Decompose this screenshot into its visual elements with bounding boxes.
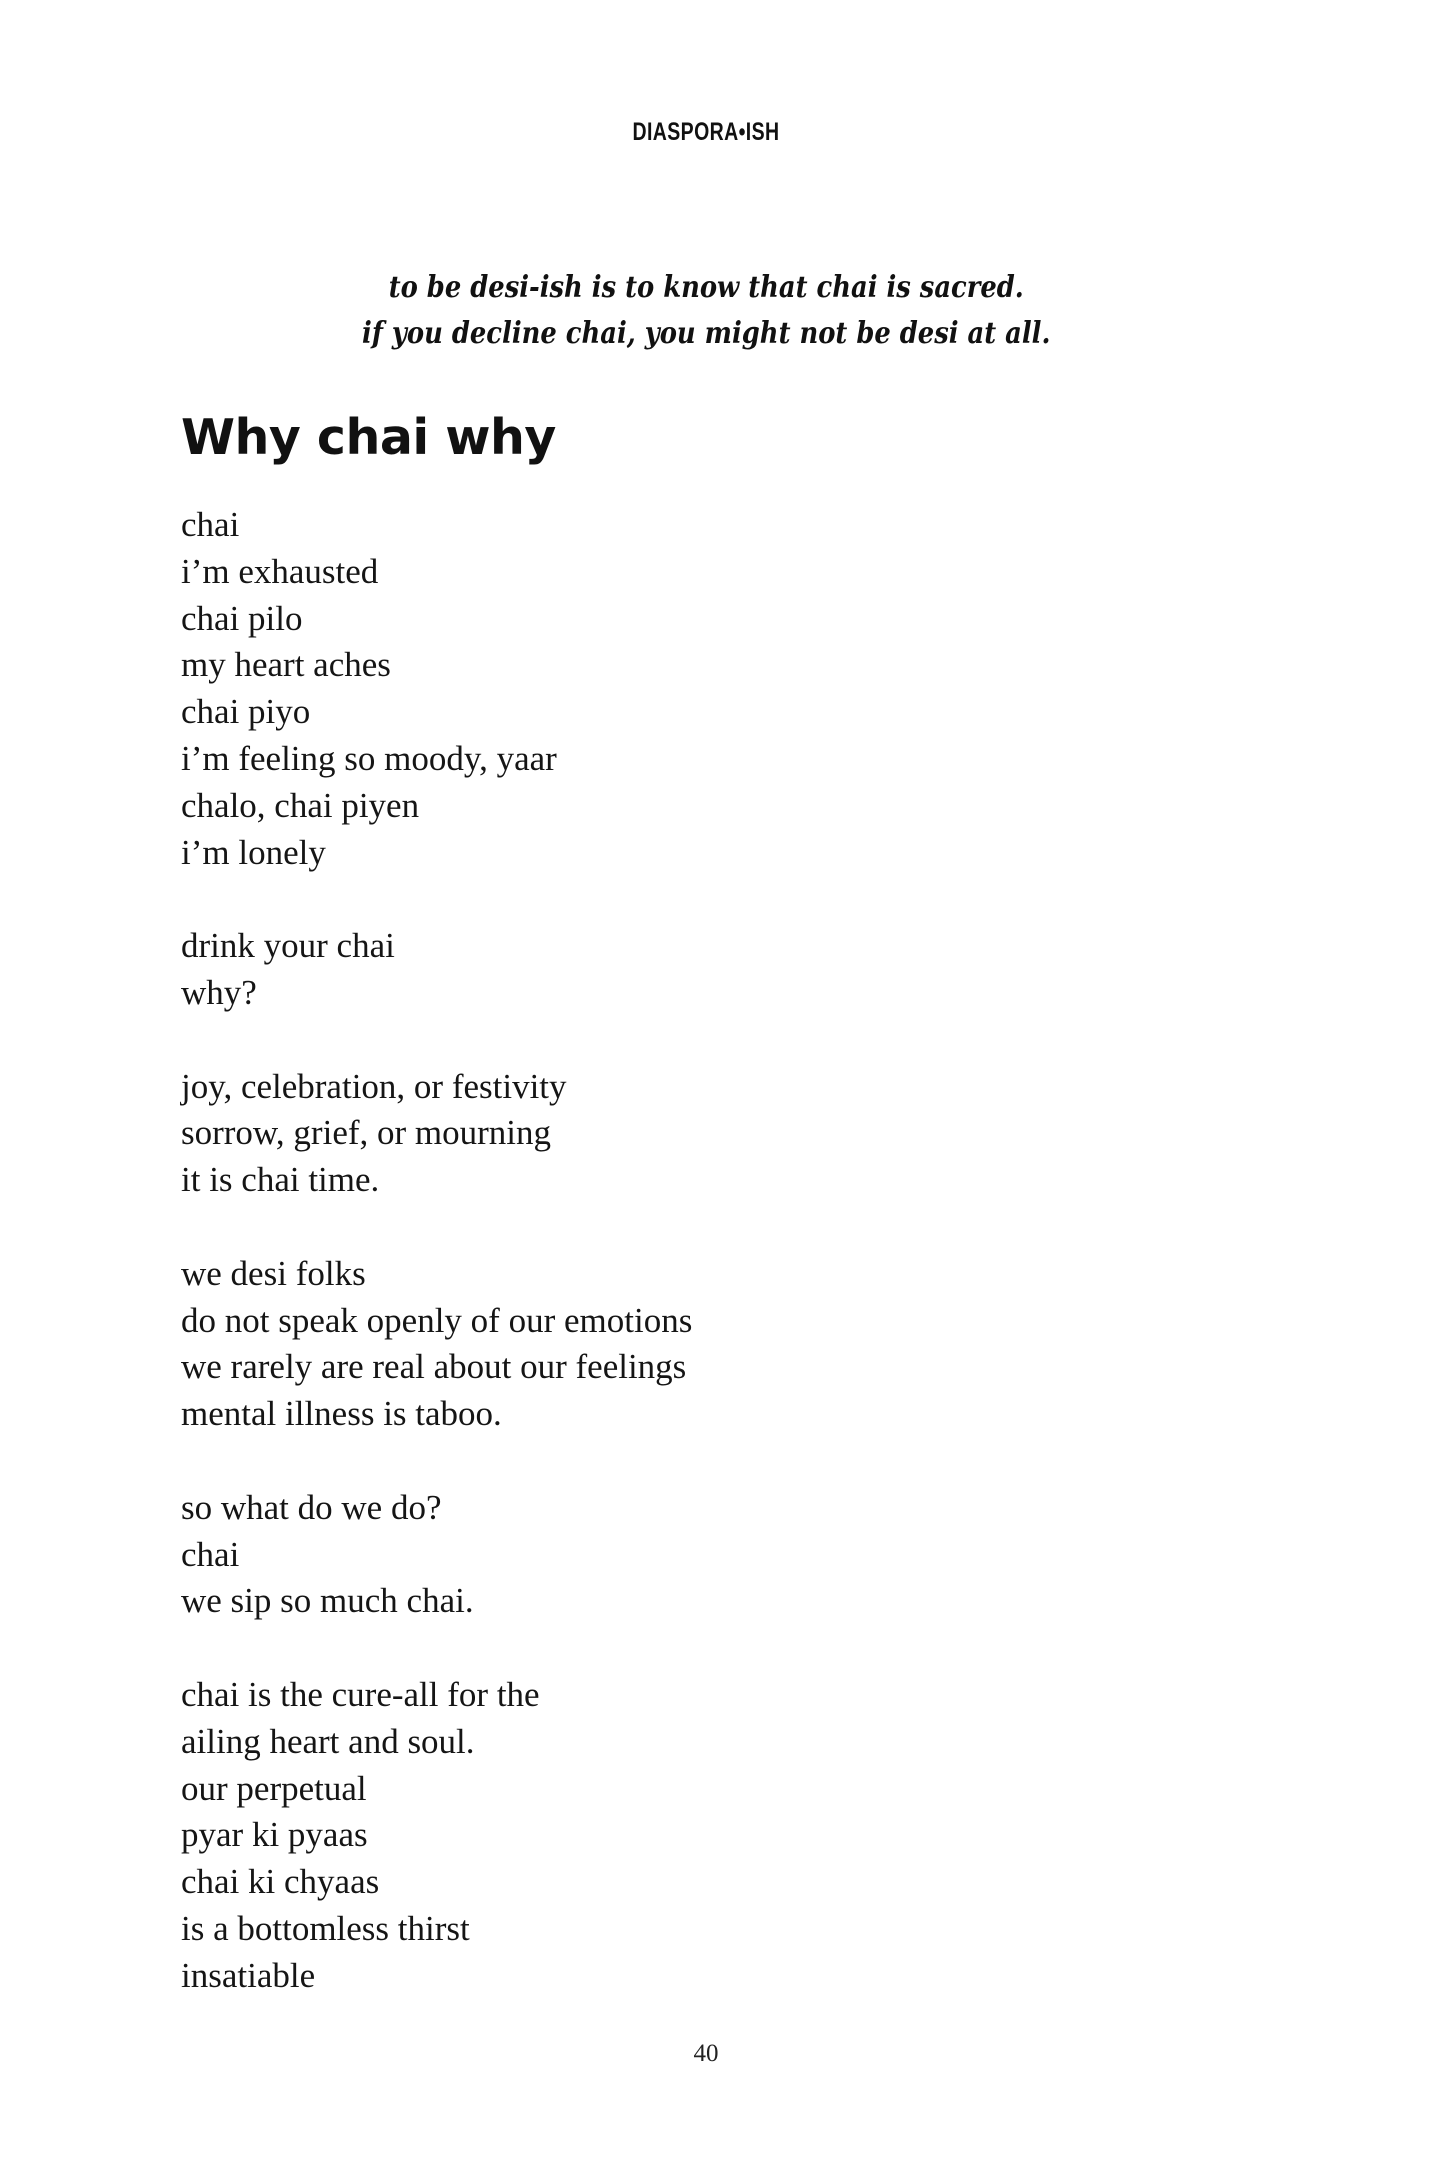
poem-line: our perpetual <box>181 1768 367 1808</box>
stanza-2 <box>181 923 692 1017</box>
poem-line: insatiable <box>181 1955 316 1995</box>
stanza-4 <box>181 1251 692 1438</box>
poem-line: do not speak openly of our emotions <box>181 1300 693 1340</box>
poem-line: we sip so much chai. <box>181 1581 474 1621</box>
epigraph <box>0 265 1412 357</box>
poem-line: chai pilo <box>181 598 303 638</box>
poem-line: chai is the cure-all for the <box>181 1674 540 1714</box>
page-number: 40 <box>693 2040 719 2067</box>
epigraph-line <box>0 311 1412 357</box>
poem-line: ailing heart and soul. <box>181 1721 475 1761</box>
poem-line: we desi folks <box>181 1253 366 1293</box>
stanza-3 <box>181 1064 692 1204</box>
poem-line: i’m exhausted <box>181 551 379 591</box>
poem-line: why? <box>181 972 257 1012</box>
poem-line: chai <box>181 505 240 544</box>
poem-line: i’m feeling so moody, yaar <box>181 738 557 778</box>
poem-line: mental illness is taboo. <box>181 1394 502 1434</box>
poem-line: chalo, chai piyen <box>181 785 420 825</box>
running-header: DIASPORA•ISH <box>632 118 780 146</box>
poem-line: we rarely are real about our feelings <box>181 1347 687 1387</box>
epigraph-line-text: if you decline chai, you might not be desi at all. <box>361 316 1051 351</box>
poem-line: chai ki chyaas <box>181 1862 380 1902</box>
stanza-5 <box>181 1485 692 1625</box>
stanza-1 <box>181 502 692 876</box>
epigraph-line <box>0 265 1412 311</box>
poem-line: so what do we do? <box>181 1487 442 1527</box>
stanza-6 <box>181 1672 692 2000</box>
poem-line: my heart aches <box>181 645 391 685</box>
poem-line: chai piyo <box>181 692 311 732</box>
epigraph-line-text: to be desi-ish is to know that chai is sacred. <box>388 270 1024 305</box>
poem-body <box>181 502 692 2000</box>
poem-line: it is chai time. <box>181 1160 380 1200</box>
poem-line: joy, celebration, or festivity <box>181 1066 567 1106</box>
poem-line: drink your chai <box>181 926 395 966</box>
poem-line: chai <box>181 1534 240 1574</box>
poem-line: sorrow, grief, or mourning <box>181 1113 552 1153</box>
poem-title: Why chai why <box>181 409 556 466</box>
poem-line: i’m lonely <box>181 832 326 872</box>
poem-line: pyar ki pyaas <box>181 1815 368 1855</box>
poem-line: is a bottomless thirst <box>181 1908 470 1948</box>
